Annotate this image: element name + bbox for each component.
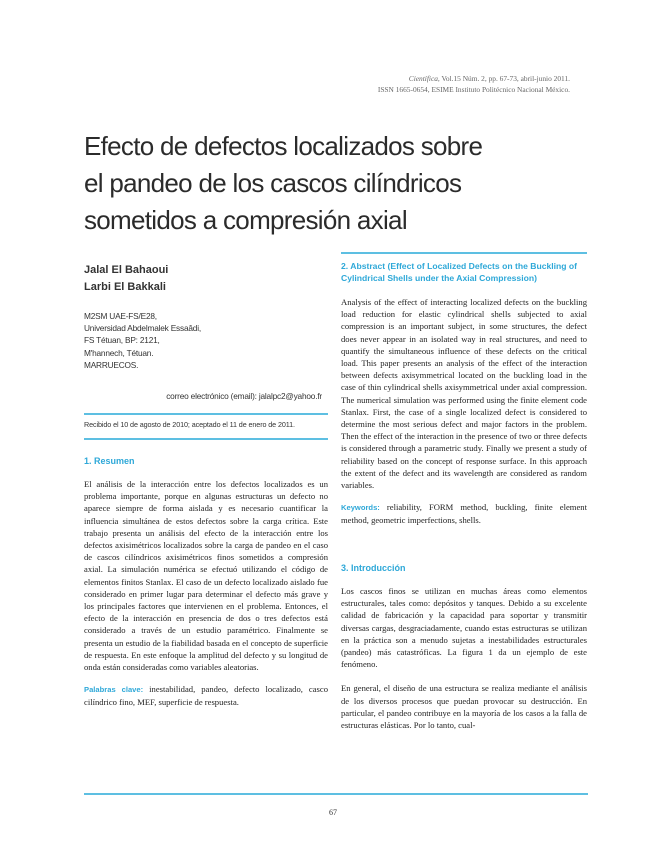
title-line-3: sometidos a compresión axial: [84, 205, 407, 235]
title-line-1: Efecto de defectos localizados sobre: [84, 131, 483, 161]
affiliation-line: MARRUECOS.: [84, 359, 139, 370]
page-number: 67: [329, 808, 337, 817]
title-line-2: el pandeo de los cascos cilíndricos: [84, 168, 462, 198]
resumen-body: [84, 478, 328, 709]
introduccion-p1: Los cascos finos se utilizan en muchas áreas como elementos estructurales, tales como: depósitos y tanques. Debido a su excelente calidad de fabricación y la capacidad para soportar y transmitir diversas cargas, desgraciadamente, cuando estas estructuras se utilizan en la práctica son a menudo sujetas a inestabilidades estructurales (pandeo) más catastróficas. La figura 1 da un ejemplo de este fenómeno.: [341, 586, 587, 670]
affiliation-line: Universidad Abdelmalek Essaâdi,: [84, 323, 201, 334]
journal-issn: ISSN 1665-0654, ESIME Instituto Politécnico Nacional México.: [377, 85, 570, 94]
resumen-text: El análisis de la interacción entre los defectos localizados es un problema importante, porque en algunas estructuras un defecto no aparece siempre de forma aislada y es necesario cuantificar la influencia simultánea de estos defectos sobre la carga crítica. Este trabajo presenta un análisis del efecto de la interacción entre los defectos axisimétricos localizados sobre la carga de pandeo en el caso de cascos cilíndricos axisimétricos finos sometidos a compresión axial. La simulación numérica se efectuó utilizando el código de elementos finitos Stanlax. El caso de un defecto localizado aislado fue considerado en primer lugar para determinar el defecto más grave y los principales factores que intervienen en el problema. Entonces, el efecto de la interacción en presencia de dos o tres defectos está considerado a través de un estudio paramétrico. Finalmente se presenta un estudio de la fiabilidad basada en el concepto de superficie de respuesta. En este enfoque la amplitud del defecto y su longitud de onda están consideradas como variables aleatorias.: [84, 479, 328, 673]
resumen-heading: 1. Resumen: [84, 456, 135, 466]
keywords-text: inestabilidad, pandeo, defecto localizado, casco cilíndrico fino, MEF, superficie de respuesta.: [84, 684, 328, 708]
journal-volume: Vol.15 Núm. 2, pp. 67-73, abril-junio 2011.: [441, 74, 570, 83]
introduccion-heading: 3. Introducción: [341, 563, 406, 573]
author-1: Jalal El Bahaoui: [84, 264, 169, 276]
abstract-text: Analysis of the effect of interacting localized defects on the buckling load reduction for elastic cylindrical shells subjected to axial compression is an important subject, in some structures, the defect does never appear in an isolated way in real structures, and need to quantify the simultaneous influence of these defects on the critical load. This paper presents an analysis of the effect of the interaction between defects axisymmetrical located on the buckling load in the case of thin cylindrical shells axisymmetrical under axial compression. The numerical simulation was performed using the finite element code Stanlax. First, the case of a single localized defect is considered to determine the most serious defect and major factors in the problem. Then the effect of the interaction in the presence of two or three defects is considered through a parametric study. Finally we present a study of reliability based on the concept of response surface. In this approach the extent of the defect and its wavelength are considered as random variables.: [341, 297, 587, 491]
affiliation-line: FS Tétuan, BP: 2121,: [84, 335, 160, 346]
affiliation: [84, 310, 324, 371]
affiliation-line: M2SM UAE-FS/E28,: [84, 311, 157, 321]
keywords-text: reliability, FORM method, buckling, finite element method, geometric imperfections, shells.: [341, 502, 587, 526]
paper-title: [84, 128, 604, 239]
abstract-heading: 2. Abstract (Effect of Localized Defects on the Buckling of Cylindrical Shells under the Axial Compression): [341, 261, 578, 283]
journal-citation: [210, 73, 570, 95]
author-2: Larbi El Bakkali: [84, 281, 166, 293]
author-email: correo electrónico (email): jalalpc2@yahoo.fr: [166, 391, 322, 401]
journal-name: Científica,: [408, 74, 440, 83]
introduccion-body: [341, 585, 587, 731]
abstract-keywords: [341, 501, 587, 526]
divider: [84, 438, 328, 440]
author-list: [84, 262, 168, 296]
divider: [341, 252, 587, 254]
keywords-label: Keywords:: [341, 503, 380, 513]
affiliation-line: M'hannech, Tétuan.: [84, 347, 154, 358]
divider: [84, 413, 328, 415]
introduccion-p2: En general, el diseño de una estructura se realiza mediante el análisis de los diversos procesos que puedan provocar su destrucción. En particular, el pandeo contribuye en la mayoría de los casos a la falla de estructuras elásticas. Por lo tanto, cual-: [341, 683, 587, 731]
footer-rule: [84, 793, 588, 795]
received-date: Recibido el 10 de agosto de 2010; aceptado el 11 de enero de 2011.: [84, 420, 295, 429]
abstract-body: [341, 296, 587, 527]
resumen-keywords: [84, 683, 328, 708]
keywords-label: Palabras clave:: [84, 685, 144, 695]
